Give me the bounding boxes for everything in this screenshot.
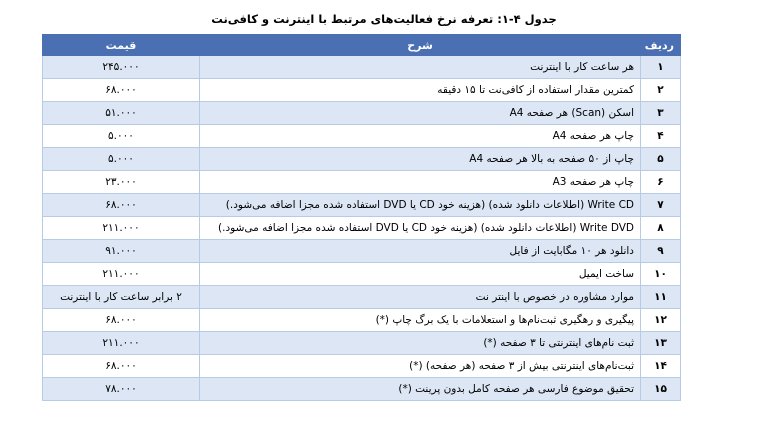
price-cell: ۷۸.۰۰۰ [43,378,200,401]
price-cell: ۶۸.۰۰۰ [43,194,200,217]
price-cell: ۲۴۵.۰۰۰ [43,56,200,79]
description-cell: Write DVD (اطلاعات دانلود شده) (هزینه خود CD یا DVD استفاده شده مجزا اضافه می‌شود.) [200,217,641,240]
description-cell: چاپ از ۵۰ صفحه به بالا هر صفحه A4 [200,148,641,171]
price-cell: ۲۱۱.۰۰۰ [43,332,200,355]
description-cell: Write CD (اطلاعات دانلود شده) (هزینه خود CD یا DVD استفاده شده مجزا اضافه می‌شود.) [200,194,641,217]
description-cell: تحقیق موضوع فارسی هر صفحه کامل بدون پرینت (*) [200,378,641,401]
row-number-cell: ۱۳ [641,332,681,355]
row-number-cell: ۱۵ [641,378,681,401]
table-row [43,102,681,125]
description-cell: چاپ هر صفحه A3 [200,171,641,194]
table-row [43,194,681,217]
table-row [43,56,681,79]
row-number-cell: ۴ [641,125,681,148]
description-cell: هر ساعت کار با اینترنت [200,56,641,79]
description-cell: موارد مشاوره در خصوص با اینتر نت [200,286,641,309]
description-cell: ساخت ایمیل [200,263,641,286]
price-cell: ۲۳.۰۰۰ [43,171,200,194]
table-row [43,378,681,401]
row-number-cell: ۱۰ [641,263,681,286]
description-cell: دانلود هر ۱۰ مگابایت از فایل [200,240,641,263]
row-number-cell: ۲ [641,79,681,102]
description-cell: کمترین مقدار استفاده از کافی‌نت تا ۱۵ دقیقه [200,79,641,102]
header-description: شرح [200,35,641,56]
row-number-cell: ۱۱ [641,286,681,309]
price-cell: ۹۱.۰۰۰ [43,240,200,263]
tariff-table [42,34,681,401]
description-cell: ثبت نام‌های اینترنتی تا ۳ صفحه (*) [200,332,641,355]
table-body [43,56,681,401]
table-row [43,286,681,309]
description-cell: ثبت‌نام‌های اینترنتی بیش از ۳ صفحه (هر صفحه) (*) [200,355,641,378]
row-number-cell: ۱۴ [641,355,681,378]
price-cell: ۲ برابر ساعت کار با اینترنت [43,286,200,309]
header-row [43,35,681,56]
price-cell: ۶۸.۰۰۰ [43,79,200,102]
description-cell: چاپ هر صفحه A4 [200,125,641,148]
table-caption: جدول ۴-۱: تعرفه نرخ فعالیت‌های مرتبط با اینترنت و کافی‌نت [211,12,557,26]
row-number-cell: ۸ [641,217,681,240]
table-row [43,217,681,240]
row-number-cell: ۵ [641,148,681,171]
table-row [43,355,681,378]
row-number-cell: ۱۲ [641,309,681,332]
header-price: قیمت [43,35,200,56]
price-cell: ۶۸.۰۰۰ [43,309,200,332]
table-row [43,332,681,355]
row-number-cell: ۳ [641,102,681,125]
row-number-cell: ۱ [641,56,681,79]
price-cell: ۵.۰۰۰ [43,148,200,171]
row-number-cell: ۶ [641,171,681,194]
table-row [43,240,681,263]
price-cell: ۲۱۱.۰۰۰ [43,263,200,286]
price-cell: ۶۸.۰۰۰ [43,355,200,378]
table-row [43,263,681,286]
table-row [43,125,681,148]
price-cell: ۵۱.۰۰۰ [43,102,200,125]
table-header [43,35,681,56]
description-cell: اسکن (Scan) هر صفحه A4 [200,102,641,125]
table-row [43,309,681,332]
row-number-cell: ۹ [641,240,681,263]
row-number-cell: ۷ [641,194,681,217]
table-row [43,148,681,171]
table-row [43,79,681,102]
price-cell: ۵.۰۰۰ [43,125,200,148]
header-number: ردیف [641,35,681,56]
description-cell: پیگیری و رهگیری ثبت‌نام‌ها و استعلامات با یک برگ چاپ (*) [200,309,641,332]
table-row [43,171,681,194]
price-cell: ۲۱۱.۰۰۰ [43,217,200,240]
